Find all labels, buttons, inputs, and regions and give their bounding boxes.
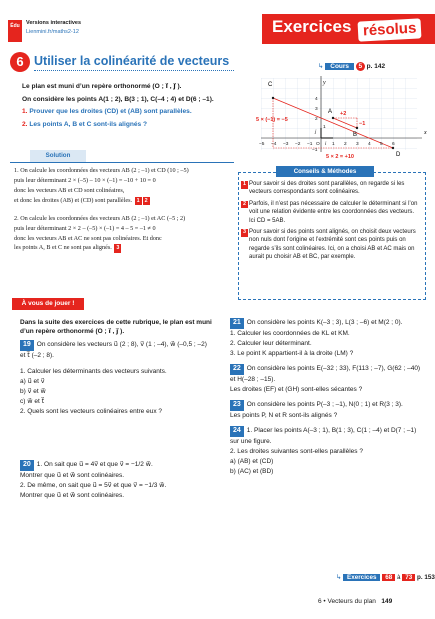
solution-line-7: donc les vecteurs AB et AC ne sont pas colinéaires. Et donc: [14, 234, 162, 242]
ytick-4: 4: [315, 97, 318, 102]
sol-p2b: et AC: [151, 214, 166, 222]
ex24-line2: 2. Les droites suivantes sont-elles parallèles ?: [230, 447, 363, 455]
ref-3: 3: [116, 245, 120, 252]
point-c: [272, 97, 274, 99]
label-j: j: [315, 130, 317, 135]
conseils-title: Conseils & Méthodes: [276, 166, 374, 177]
cours-link[interactable]: [318, 62, 385, 72]
ex20-line2: Montrer que u⃗ et w⃗ sont colinéaires.: [20, 471, 125, 479]
solution-tab: Solution: [30, 150, 86, 162]
exercise-number: 24: [230, 426, 244, 437]
ex21-line4: 3. Le point K appartient-il à la droite (LM) ?: [230, 349, 354, 357]
conseil-item: [240, 228, 420, 262]
conseil-num: 1: [243, 181, 246, 187]
graph-grid: [261, 78, 417, 150]
m-ab-y: –1: [141, 167, 148, 174]
ex21-line1: On considère les points K(–3 ; 3), L(3 ; –6) et M(2 ; 0).: [246, 319, 403, 326]
header-title-bar: [262, 14, 435, 44]
m-cd-y: –5: [180, 167, 187, 174]
arrow-icon: ↳: [336, 574, 342, 581]
sol-p2e: les points A, B et C ne sont pas alignés.: [14, 244, 112, 252]
conseil-num: 2: [243, 200, 246, 207]
label-a: A: [328, 109, 333, 115]
m-ac-x: –5: [169, 214, 176, 222]
sol-p1a: 1. On calcule les coordonnées des vecteurs AB: [14, 167, 130, 174]
conseil-item: [240, 200, 420, 225]
solution-line-4: [14, 196, 230, 206]
arrow-icon: ↳: [318, 63, 324, 70]
ex24-line1: 1. Placer les points A(–3 ; 1), B(1 ; 3), C(1 ; –4) et D(7 ; –1) sur une figure.: [230, 426, 417, 445]
ex21-line2: 1. Calculer les coordonnées de KL et KM.: [230, 329, 350, 337]
ex19-q2: 2. Quels sont les vecteurs colinéaires entre eux ?: [20, 408, 162, 416]
ex22-line1: On considère les points E(–32 ; 33), F(113 ; –7), G(62 ; –40) et H(–28 ; –15).: [230, 365, 421, 383]
sol-p2a: 2. On calcule les coordonnées des vecteurs AB: [14, 214, 130, 222]
xtick-m5: −5: [259, 142, 265, 147]
ytick-3: 3: [315, 107, 318, 112]
xtick-o: O: [316, 142, 320, 147]
xtick-6: 6: [392, 142, 395, 147]
ref-1: 1: [136, 197, 140, 204]
statement-line-1: Le plan est muni d’un repère orthonormé (O ; i⃗ , j⃗ ).: [22, 83, 182, 90]
section-number: 6: [10, 52, 30, 72]
annotation-5x-1: 5 × (−1) = −5: [256, 117, 288, 123]
xtick-1: 1: [332, 142, 335, 147]
label-b: B: [353, 132, 358, 138]
statement-line-2: On considère les points A(1 ; 2), B(3 ; 1), C(–4 ; 4) et D(6 ; –1).: [22, 95, 214, 103]
cours-number: 5: [356, 62, 365, 71]
question-1-text: Prouver que les droites (CD) et (AB) sont parallèles.: [29, 108, 192, 116]
label-y: y: [323, 80, 326, 86]
ytick-2: 2: [315, 117, 318, 122]
label-x: x: [424, 130, 427, 136]
exercise-24: [230, 426, 426, 477]
exercises-link[interactable]: [336, 574, 435, 583]
question-2-num: 2.: [22, 120, 28, 128]
ytick-m1: −1: [312, 148, 318, 153]
exercise-23: [230, 400, 426, 421]
solution-line-2: puis leur déterminant 2 × (–5) – 10 × (–1) = –10 + 10 = 0: [14, 176, 156, 184]
header-title-resolus: résolus: [358, 18, 422, 42]
edu-badge: Édu: [8, 20, 22, 42]
solution-line-3: donc les vecteurs AB et CD sont colinéaires,: [14, 186, 125, 194]
xtick-3: 3: [356, 142, 359, 147]
point-d: [392, 147, 394, 149]
header-title: Exercices: [272, 17, 352, 36]
xtick-m4: −4: [271, 142, 277, 147]
exercises-to: 73: [402, 574, 415, 581]
exercises-from: 68: [382, 574, 395, 581]
exercise-22: [230, 364, 426, 395]
exercise-number: 22: [230, 364, 244, 375]
ex19-b: b) v⃗ et w⃗: [20, 388, 46, 396]
solution-text: [14, 166, 230, 253]
footer-chapter: 6 • Vecteurs du plan: [318, 598, 376, 605]
ex23-line2: Les points P, N et R sont-ils alignés ?: [230, 411, 338, 419]
versions-link[interactable]: Lienmini.fr/maths2-12: [26, 29, 79, 35]
ex24-b: b) (AC) et (BD): [230, 467, 274, 475]
conseil-text: Parfois, il n’est pas nécessaire de calculer le déterminant si l’on voit une relation évidente entre les coordonnées des vecteurs. Ici CD = 5AB.: [249, 200, 418, 224]
question-2: [22, 120, 240, 130]
ref-2: 2: [144, 197, 148, 204]
label-minus1: −1: [359, 121, 366, 127]
solution-line-1: 1. On calcule les coordonnées des vecteurs AB (2 ; –1) et CD (10 ; –5): [14, 167, 189, 174]
solution-line-8: [14, 243, 230, 253]
label-i: i: [325, 142, 327, 147]
ex23-line1: On considère les points P(–3 ; –1), N(0 ; 1) et R(3 ; 3).: [246, 401, 403, 408]
point-b: [356, 127, 358, 129]
m-ac-y: 2: [180, 214, 184, 222]
ex21-line3: 2. Calculer leur déterminant.: [230, 339, 312, 347]
exercise-number: 20: [20, 460, 34, 471]
right-exercises: [230, 318, 426, 482]
exercise-19: [20, 340, 220, 417]
exercises-a: à: [396, 574, 401, 581]
conseil-text: Pour savoir si des points sont alignés, on choisit deux vecteurs non nuls dont l’origine et l’extrémité sont ces points puis on regarde s’ils sont colinéaires. Ici, on a choisi AB et AC mais on aurait pu choisir AB et BC, par exemple.: [249, 228, 416, 261]
xtick-2: 2: [344, 142, 347, 147]
exercise-number: 23: [230, 400, 244, 411]
conseil-num: 3: [243, 228, 246, 235]
ex19-line2: et t⃗ (–2 ; 8).: [20, 351, 54, 359]
versions-label: Versions interactives: [26, 20, 82, 26]
m-ab-x: 2: [133, 167, 137, 174]
solution-line-6: puis leur déterminant 2 × 2 – (–5) × (–1) = 4 – 5 = –1 ≠ 0: [14, 224, 156, 232]
xtick-5: 5: [380, 142, 383, 147]
conseil-item: [240, 180, 420, 197]
ex19-a: a) u⃗ et v⃗: [20, 377, 45, 385]
question-1: [22, 107, 240, 117]
label-c: C: [268, 82, 273, 88]
annotation-5x2: 5 × 2 = +10: [326, 154, 354, 160]
exercise-number: 19: [20, 340, 34, 351]
sol-p1e: et donc les droites (AB) et (CD) sont parallèles.: [14, 196, 133, 204]
ex24-a: a) (AB) et (CD): [230, 457, 274, 465]
m-cd-x: 10: [169, 167, 176, 174]
xtick-m3: −3: [283, 142, 289, 147]
ex20-line3: 2. De même, on sait que u⃗ = 5v⃗ et que v⃗ = −1/3 w⃗.: [20, 481, 167, 489]
ex20-line1: 1. On sait que u⃗ = 4v⃗ et que v⃗ = −1/2 w⃗.: [36, 461, 153, 468]
solution-line-5: 2. On calcule les coordonnées des vecteurs AB (2 ; –1) et AC (–5 ; 2): [14, 214, 186, 222]
cours-page: p. 142: [366, 63, 386, 70]
footer-page-number: 149: [381, 598, 393, 605]
question-2-text: Les points A, B et C sont-ils alignés ?: [29, 120, 148, 128]
ex19-q1: 1. Calculer les déterminants des vecteurs suivants.: [20, 367, 167, 375]
m-ab2-y: –1: [141, 214, 148, 222]
ex19-line1: On considère les vecteurs u⃗ (2 ; 8), v⃗ (1 ; –4), w⃗ (–0,5 ; –2): [36, 341, 207, 348]
page-footer: [318, 598, 392, 607]
practice-label: À vous de jouer !: [12, 298, 84, 310]
title-underline: [34, 70, 234, 71]
section-title: Utiliser la colinéarité de vecteurs: [34, 54, 230, 68]
sol-p1b: et CD: [151, 167, 166, 174]
exercises-page: p. 153: [417, 574, 435, 581]
question-1-num: 1.: [22, 108, 28, 116]
exercise-number: 21: [230, 318, 244, 329]
ex19-c: c) w⃗ et t⃗: [20, 398, 45, 406]
exercise-20: [20, 460, 220, 501]
coordinate-graph: [256, 76, 432, 162]
ytick-1: 1: [323, 125, 326, 130]
xtick-m1: −1: [307, 142, 313, 147]
xtick-m2: −2: [295, 142, 301, 147]
exercise-21: [230, 318, 426, 359]
point-a: [332, 117, 334, 119]
conseil-text: Pour savoir si des droites sont parallèles, on regarde si les vecteurs correspondants sont colinéaires.: [249, 181, 405, 196]
cours-label: Cours: [325, 63, 354, 70]
ex22-line2: Les droites (EF) et (GH) sont-elles sécantes ?: [230, 385, 363, 393]
problem-statement: [22, 82, 240, 132]
practice-intro: Dans la suite des exercices de cette rubrique, le plan est muni d’un repère orthonormé (O ; i⃗ , j⃗ ).: [20, 319, 212, 336]
ex20-line4: Montrer que u⃗ et w⃗ sont colinéaires.: [20, 491, 125, 499]
xtick-4: 4: [368, 142, 371, 147]
m-ab2-x: 2: [133, 214, 137, 222]
label-d: D: [396, 152, 401, 158]
conseils-list: [240, 180, 420, 265]
exercises-label: Exercices: [343, 574, 380, 581]
label-plus2: +2: [340, 111, 347, 117]
